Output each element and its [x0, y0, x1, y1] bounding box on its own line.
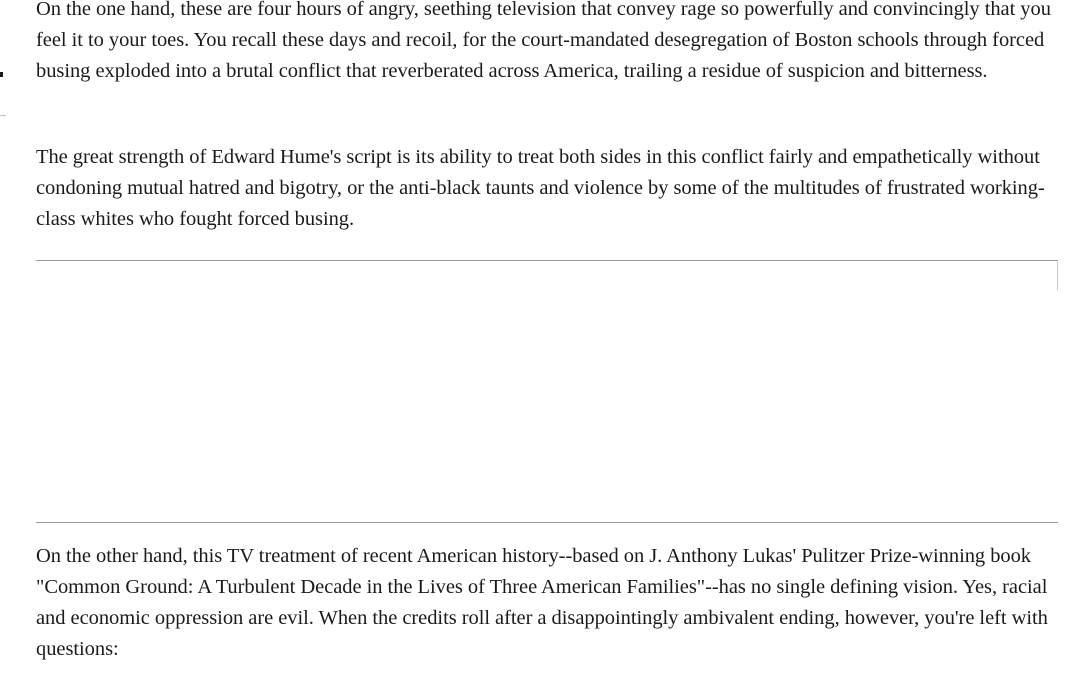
paragraph-1: On the one hand, these are four hours of angry, seething television that convey rage so powerfully and convincingly that you feel it to your toes. You recall these days and recoil, for the court-mandated desegregation of Boston schools through forced busing exploded into a brutal conflict that reverberated across America, trailing a residue of suspicion and bitterness. — [36, 0, 1051, 82]
right-edge-rule — [1057, 262, 1058, 290]
left-edge-rule — [0, 115, 6, 116]
ad-divider-bottom — [36, 522, 1058, 523]
paragraph-3: On the other hand, this TV treatment of recent American history--based on J. Anthony Lukas' Pulitzer Prize-winning book "Common Ground: A Turbulent Decade in the Lives of Three American Families"--has no single defining vision. Yes, racial and economic oppression are evil. When the credits roll after a disappointingly ambivalent ending, however, you're left with questions: — [36, 545, 1048, 660]
ad-divider-top — [36, 260, 1058, 261]
ad-slot — [36, 262, 1058, 521]
paragraph-2: The great strength of Edward Hume's script is its ability to treat both sides in this conflict fairly and empathetically without condoning mutual hatred and bigotry, or the anti-black taunts and violence by some of the multitudes of frustrated working-class whites who fought forced busing. — [36, 146, 1045, 230]
left-edge-marker — [0, 72, 3, 77]
